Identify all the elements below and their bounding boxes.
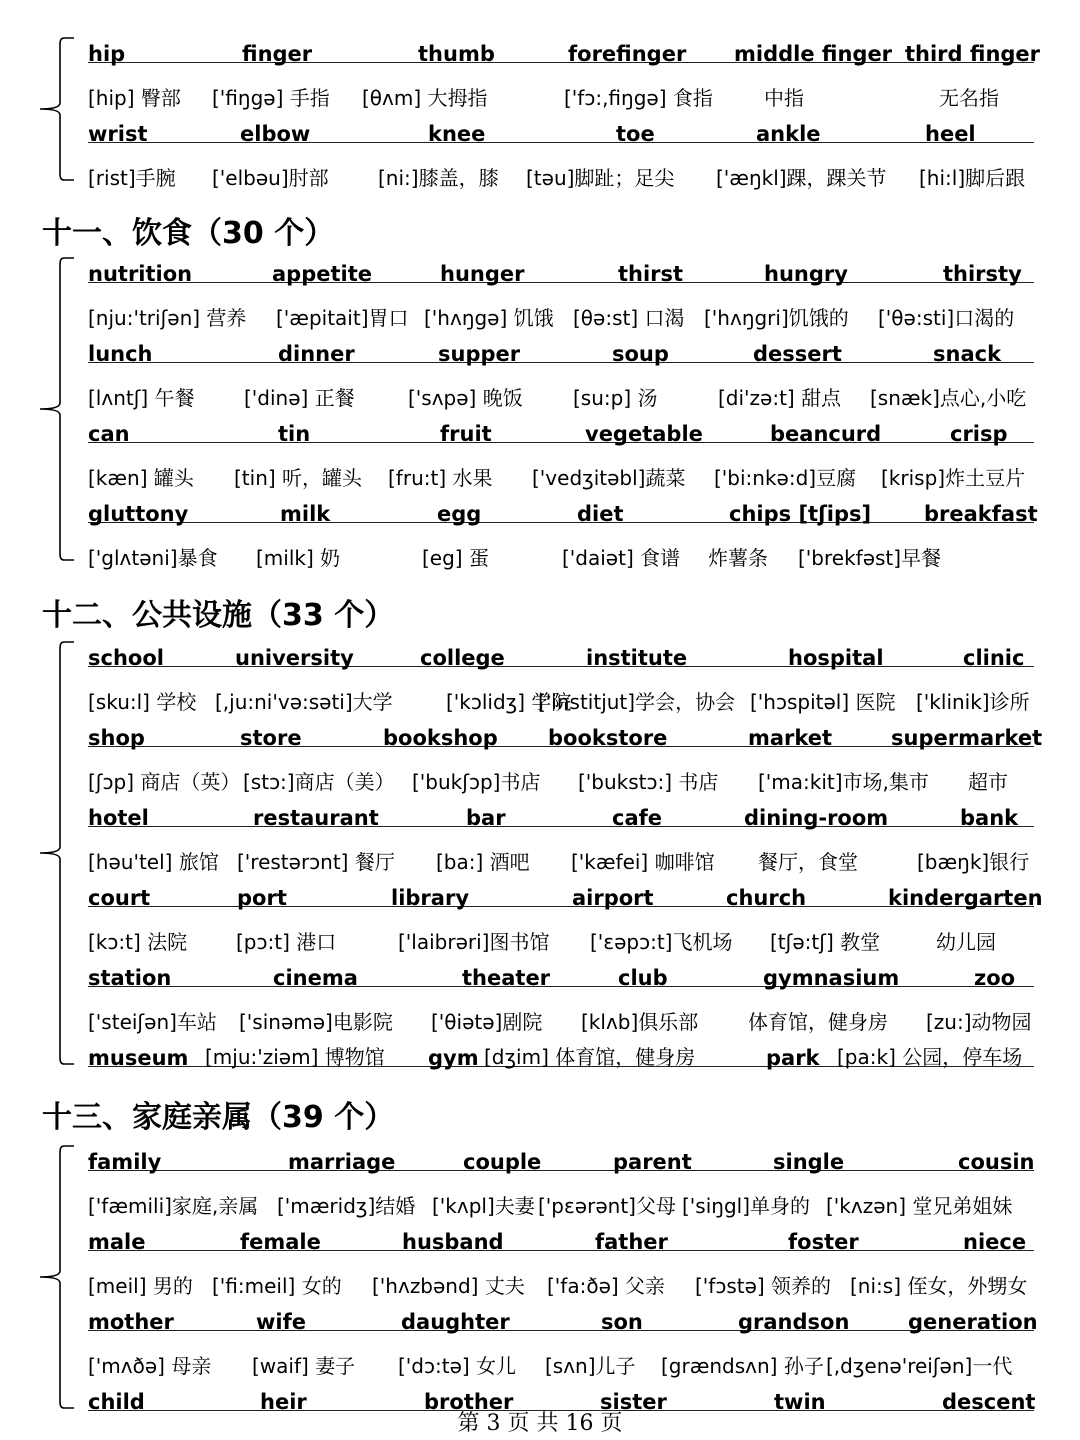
english-word: gym (428, 1046, 479, 1070)
english-word: fruit (440, 422, 492, 446)
word-row (88, 1224, 1034, 1254)
english-word: park (766, 1046, 820, 1070)
phonetic-translation: ['bukʃɔp]书店 (412, 770, 541, 794)
word-row (88, 496, 1038, 526)
english-word: middle finger (734, 42, 893, 66)
english-word: thirst (618, 262, 684, 286)
translation-row (88, 376, 1034, 416)
phonetic-translation: [hip] 臀部 (88, 86, 181, 110)
phonetic-translation: ['mʌðə] 母亲 (88, 1354, 212, 1378)
phonetic-translation: [həu'tel] 旅馆 (88, 850, 219, 874)
english-word: thumb (418, 42, 495, 66)
english-word: airport (572, 886, 654, 910)
english-word: milk (280, 502, 331, 526)
english-word: zoo (974, 966, 1016, 990)
english-word: male (88, 1230, 146, 1254)
phonetic-translation: ['dɔ:tə] 女儿 (398, 1354, 517, 1378)
phonetic-translation: ['daiət] 食谱 (562, 546, 681, 570)
english-word: crisp (950, 422, 1008, 446)
word-row (88, 336, 1034, 366)
english-word: nutrition (88, 262, 193, 286)
phonetic-translation: [tin] 听，罐头 (234, 466, 363, 490)
english-word: finger (242, 42, 313, 66)
phonetic-translation: ['mæridʒ]结婚 (277, 1194, 416, 1218)
english-word: appetite (272, 262, 372, 286)
phonetic-translation: ['klinik]诊所 (916, 690, 1030, 714)
section-title: 十二、公共设施（33 个） (42, 598, 395, 633)
english-word: knee (428, 122, 486, 146)
word-row (88, 880, 1043, 910)
phonetic-translation: ['kæfei] 咖啡馆 (571, 850, 715, 874)
word-row (88, 416, 1034, 446)
phonetic-translation: [ʃɔp] 商店（英） (88, 770, 241, 794)
phonetic-translation: [krisp]炸土豆片 (881, 466, 1026, 490)
phonetic-translation: ['brekfəst]早餐 (798, 546, 942, 570)
phonetic-translation: ['dinə] 正餐 (244, 386, 355, 410)
phonetic-translation: ['bukstɔ:] 书店 (578, 770, 719, 794)
phonetic-translation: [su:p] 汤 (573, 386, 658, 410)
phonetic-translation: [hi:l]脚后跟 (919, 166, 1026, 190)
phonetic-translation: ['fiŋgə] 手指 (212, 86, 330, 110)
english-word: parent (613, 1150, 692, 1174)
english-word: brother (424, 1390, 514, 1414)
english-word: wife (256, 1310, 306, 1334)
english-word: son (601, 1310, 643, 1334)
word-row (88, 720, 1043, 750)
page-footer: 第 3 页 共 16 页 (457, 1411, 623, 1436)
phonetic-translation: [,ju:ni'və:səti]大学 (215, 690, 393, 714)
english-word: station (88, 966, 172, 990)
english-word: wrist (88, 122, 148, 146)
english-word: elbow (240, 122, 311, 146)
english-word: lunch (88, 342, 153, 366)
english-word: female (240, 1230, 321, 1254)
phonetic-translation: ['æpitait]胃口 (276, 306, 409, 330)
translation-row (88, 920, 1034, 960)
phonetic-translation: ['vedʒitəbl]蔬菜 (532, 466, 686, 490)
english-word: hip (88, 42, 126, 66)
english-word: thirsty (943, 262, 1022, 286)
phonetic-translation: ['kʌzən] 堂兄弟姐妹 (826, 1194, 1013, 1218)
translation-row (88, 456, 1034, 496)
english-word: forefinger (568, 42, 687, 66)
phonetic-translation: [sku:l] 学校 (88, 690, 197, 714)
english-word: university (235, 646, 354, 670)
english-word: gymnasium (763, 966, 900, 990)
phonetic-translation: ['fɔstə] 领养的 (695, 1274, 832, 1298)
phonetic-translation: [zu:]动物园 (926, 1010, 1032, 1034)
english-word: library (391, 886, 470, 910)
word-row (88, 960, 1034, 990)
phonetic-translation: [bæŋk]银行 (917, 850, 1030, 874)
phonetic-translation: [fru:t] 水果 (388, 466, 493, 490)
phonetic-translation: [milk] 奶 (256, 546, 341, 570)
english-word: gluttony (88, 502, 189, 526)
english-word: ankle (756, 122, 821, 146)
english-word: cafe (612, 806, 662, 830)
translation-row (88, 1184, 1034, 1224)
english-word: clinic (963, 646, 1025, 670)
word-row (88, 1304, 1038, 1334)
english-word: soup (612, 342, 669, 366)
brace-bracket (0, 1092, 80, 1412)
translation-row (88, 1344, 1034, 1384)
phonetic-translation: [nju:'triʃən] 营养 (88, 306, 247, 330)
english-word: twin (774, 1390, 826, 1414)
english-word: single (773, 1150, 845, 1174)
english-word: can (88, 422, 130, 446)
phonetic-translation: ['laibrəri]图书馆 (398, 930, 550, 954)
brace-bracket (0, 36, 80, 184)
english-word: hungry (764, 262, 848, 286)
english-word: port (237, 886, 287, 910)
phonetic-translation: [ba:] 酒吧 (436, 850, 530, 874)
english-word: court (88, 886, 151, 910)
phonetic-translation: [dʒim] 体育馆，健身房 (484, 1045, 696, 1069)
english-word: bank (960, 806, 1019, 830)
translation-row (88, 536, 1034, 576)
english-word: institute (586, 646, 688, 670)
phonetic-translation: ['θiətə]剧院 (431, 1010, 543, 1034)
english-word: market (748, 726, 833, 750)
phonetic-translation: [snæk]点心,小吃 (870, 386, 1027, 410)
phonetic-translation: [θə:st] 口渴 (573, 306, 685, 330)
english-word: third finger (905, 42, 1041, 66)
english-word: heel (925, 122, 976, 146)
word-row (88, 1144, 1035, 1174)
english-word: chips [tʃips] (729, 502, 872, 526)
english-word: dining-room (744, 806, 889, 830)
phonetic-translation: ['hʌŋgə] 饥饿 (424, 306, 554, 330)
english-word: couple (463, 1150, 542, 1174)
translation-row (88, 840, 1034, 880)
english-word: college (420, 646, 505, 670)
brace-bracket (0, 208, 80, 564)
phonetic-translation: [rist]手腕 (88, 166, 176, 190)
english-word: toe (616, 122, 655, 146)
phonetic-translation: ['elbəu]肘部 (212, 166, 329, 190)
english-word: club (618, 966, 668, 990)
word-row (88, 116, 1034, 146)
english-word: bar (466, 806, 506, 830)
phonetic-translation: ['hɔspitəl] 医院 (750, 690, 896, 714)
english-word: father (595, 1230, 668, 1254)
phonetic-translation: [meil] 男的 (88, 1274, 193, 1298)
english-word: restaurant (253, 806, 379, 830)
phonetic-translation: 餐厅，食堂 (758, 850, 858, 874)
english-word: vegetable (585, 422, 703, 446)
mixed-row (88, 1040, 1034, 1070)
english-word: hunger (440, 262, 525, 286)
english-word: daughter (401, 1310, 510, 1334)
phonetic-translation: ['kʌpl]夫妻 (432, 1194, 535, 1218)
english-word: church (726, 886, 807, 910)
english-word: dinner (278, 342, 355, 366)
phonetic-translation: [lʌntʃ] 午餐 (88, 386, 195, 410)
phonetic-translation: ['glʌtəni]暴食 (88, 546, 218, 570)
phonetic-translation: ['hʌŋgri]饥饿的 (704, 306, 849, 330)
english-word: diet (577, 502, 624, 526)
translation-row (88, 1000, 1034, 1040)
phonetic-translation: [ni:]膝盖，膝 (378, 166, 499, 190)
english-word: cousin (958, 1150, 1035, 1174)
phonetic-translation: ['æŋkl]踝，踝关节 (716, 166, 887, 190)
english-word: tin (278, 422, 311, 446)
phonetic-translation: [sʌn]儿子 (545, 1354, 636, 1378)
word-row (88, 36, 1041, 66)
english-word: child (88, 1390, 145, 1414)
phonetic-translation: 幼儿园 (936, 930, 996, 954)
translation-row (88, 76, 1034, 116)
english-word: egg (437, 502, 482, 526)
phonetic-translation: [tʃə:tʃ] 教堂 (770, 930, 881, 954)
phonetic-translation: ['θə:sti]口渴的 (878, 306, 1015, 330)
phonetic-translation: 无名指 (939, 86, 999, 110)
english-word: foster (788, 1230, 859, 1254)
phonetic-translation: 体育馆，健身房 (748, 1010, 888, 1034)
english-word: descent (942, 1390, 1036, 1414)
english-word: sister (600, 1390, 667, 1414)
word-row (88, 256, 1034, 286)
phonetic-translation: ['steiʃən]车站 (88, 1010, 217, 1034)
phonetic-translation: ['fæmili]家庭,亲属 (88, 1194, 259, 1218)
brace-bracket (0, 590, 80, 1068)
phonetic-translation: [eg] 蛋 (422, 546, 489, 570)
translation-row (88, 156, 1034, 196)
english-word: family (88, 1150, 162, 1174)
phonetic-translation: [kɔ:t] 法院 (88, 930, 188, 954)
english-word: generation (908, 1310, 1038, 1334)
english-word: breakfast (924, 502, 1038, 526)
phonetic-translation: 中指 (764, 86, 804, 110)
phonetic-translation: ['sʌpə] 晚饭 (408, 386, 523, 410)
phonetic-translation: [təu]脚趾；足尖 (526, 166, 675, 190)
phonetic-translation: ['pɛərənt]父母 (538, 1194, 676, 1218)
english-word: hotel (88, 806, 149, 830)
english-word: shop (88, 726, 145, 750)
translation-row (88, 680, 1034, 720)
phonetic-translation: ['fa:ðə] 父亲 (547, 1274, 666, 1298)
phonetic-translation: ['institjut]学会，协会 (538, 690, 736, 714)
phonetic-translation: ['ɛəpɔ:t]飞机场 (590, 930, 733, 954)
english-word: bookshop (383, 726, 498, 750)
translation-row (88, 760, 1034, 800)
word-row (88, 800, 1034, 830)
english-word: kindergarten (888, 886, 1043, 910)
phonetic-translation: 炸薯条 (708, 546, 768, 570)
phonetic-translation: ['kɔlidʒ] 学院 (446, 690, 572, 714)
phonetic-translation: [pa:k] 公园，停车场 (837, 1045, 1023, 1069)
english-word: cinema (273, 966, 358, 990)
english-word: bookstore (548, 726, 668, 750)
phonetic-translation: [mju:'ziəm] 博物馆 (205, 1045, 385, 1069)
phonetic-translation: [ni:s] 侄女，外甥女 (850, 1274, 1028, 1298)
phonetic-translation: ['fi:meil] 女的 (212, 1274, 342, 1298)
phonetic-translation: [stɔ:]商店（美） (243, 770, 395, 794)
english-word: snack (933, 342, 1002, 366)
english-word: school (88, 646, 164, 670)
phonetic-translation: [θʌm] 大拇指 (362, 86, 488, 110)
translation-row (88, 1264, 1034, 1304)
phonetic-translation: 超市 (968, 770, 1008, 794)
english-word: beancurd (770, 422, 882, 446)
phonetic-translation: [klʌb]俱乐部 (581, 1010, 699, 1034)
word-row (88, 640, 1034, 670)
phonetic-translation: [di'zə:t] 甜点 (718, 386, 842, 410)
phonetic-translation: ['restərɔnt] 餐厅 (237, 850, 395, 874)
translation-row (88, 296, 1034, 336)
phonetic-translation: ['hʌzbənd] 丈夫 (372, 1274, 525, 1298)
english-word: marriage (288, 1150, 396, 1174)
phonetic-translation: ['bi:nkə:d]豆腐 (714, 466, 857, 490)
english-word: hospital (788, 646, 884, 670)
phonetic-translation: [kæn] 罐头 (88, 466, 194, 490)
phonetic-translation: ['sinəmə]电影院 (239, 1010, 393, 1034)
english-word: grandson (738, 1310, 850, 1334)
english-word: museum (88, 1046, 189, 1070)
phonetic-translation: ['fɔ:,fiŋgə] 食指 (564, 86, 713, 110)
english-word: theater (462, 966, 551, 990)
english-word: supermarket (891, 726, 1043, 750)
english-word: dessert (753, 342, 842, 366)
phonetic-translation: [pɔ:t] 港口 (236, 930, 337, 954)
phonetic-translation: [grændsʌn] 孙子 (661, 1354, 824, 1378)
phonetic-translation: ['siŋgl]单身的 (682, 1194, 811, 1218)
english-word: heir (260, 1390, 307, 1414)
phonetic-translation: ['ma:kit]市场,集市 (758, 770, 929, 794)
phonetic-translation: [waif] 妻子 (252, 1354, 356, 1378)
phonetic-translation: [,dʒenə'reiʃən]一代 (826, 1354, 1013, 1378)
section-title: 十三、家庭亲属（39 个） (42, 1100, 395, 1135)
english-word: mother (88, 1310, 174, 1334)
english-word: store (240, 726, 302, 750)
section-title: 十一、饮食（30 个） (42, 216, 335, 251)
english-word: husband (402, 1230, 504, 1254)
english-word: supper (438, 342, 521, 366)
english-word: niece (963, 1230, 1027, 1254)
